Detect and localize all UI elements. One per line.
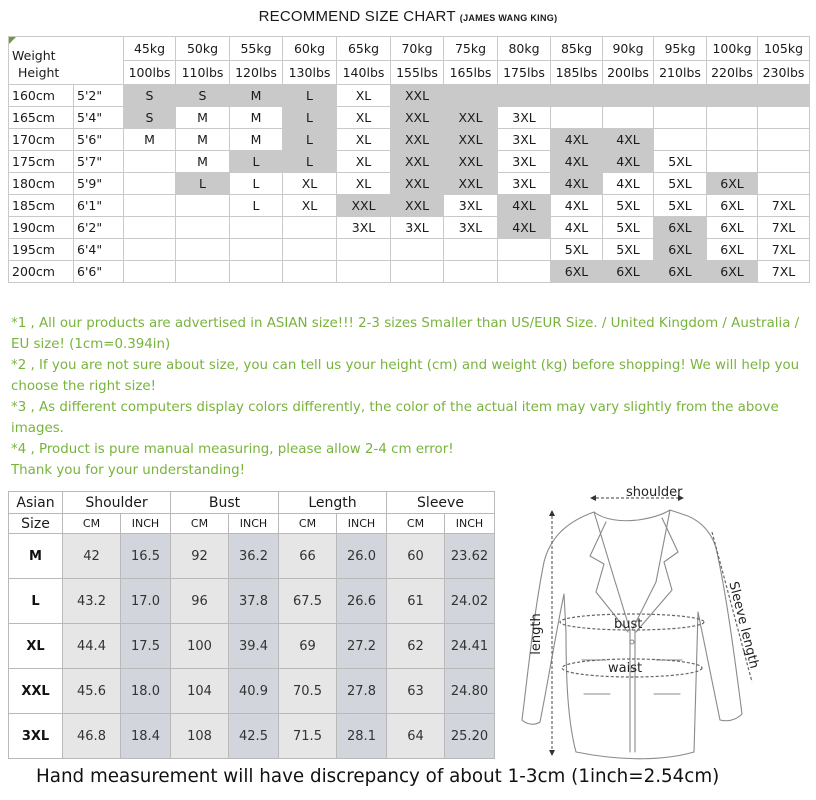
size-chart-row xyxy=(9,261,810,283)
size-cell xyxy=(124,239,176,261)
size-chart-table xyxy=(8,36,810,283)
size-cell: 6XL xyxy=(654,217,707,239)
measurement-row xyxy=(9,534,495,579)
measurement-value: 39.4 xyxy=(229,624,279,669)
height-ft: 6'2" xyxy=(74,217,124,239)
weight-kg-header: 60kg xyxy=(283,37,337,61)
measurement-value: 18.4 xyxy=(121,714,171,759)
measurement-value: 16.5 xyxy=(121,534,171,579)
measurement-row xyxy=(9,669,495,714)
weight-kg-header: 80kg xyxy=(498,37,551,61)
size-cell xyxy=(551,107,603,129)
size-cell: XL xyxy=(337,151,391,173)
weight-kg-header: 95kg xyxy=(654,37,707,61)
size-cell xyxy=(551,85,603,107)
size-cell: 6XL xyxy=(707,239,758,261)
size-cell: XL xyxy=(283,173,337,195)
size-cell: 7XL xyxy=(758,261,810,283)
size-cell xyxy=(124,151,176,173)
height-cm: 190cm xyxy=(9,217,74,239)
chart-title xyxy=(0,8,816,25)
weight-axis-label: Weight xyxy=(12,48,56,63)
size-cell: M xyxy=(230,129,283,151)
measurement-value: 28.1 xyxy=(337,714,387,759)
size-cell: 7XL xyxy=(758,217,810,239)
asian-size: XL xyxy=(9,624,63,669)
bust-label: bust xyxy=(614,617,643,632)
size-cell xyxy=(654,107,707,129)
size-cell xyxy=(603,85,654,107)
measurement-value: 27.2 xyxy=(337,624,387,669)
size-cell: 5XL xyxy=(603,239,654,261)
height-ft: 5'2" xyxy=(74,85,124,107)
weight-lbs-header: 100lbs xyxy=(124,61,176,85)
unit-header: CM xyxy=(279,514,337,534)
size-cell: S xyxy=(176,85,230,107)
asian-size: L xyxy=(9,579,63,624)
size-cell xyxy=(758,107,810,129)
height-ft: 5'7" xyxy=(74,151,124,173)
measurement-row xyxy=(9,624,495,669)
sleeve-header: Sleeve xyxy=(387,492,495,514)
measurement-value: 92 xyxy=(171,534,229,579)
measurement-table xyxy=(8,491,495,759)
length-header: Length xyxy=(279,492,387,514)
size-cell: XXL xyxy=(391,151,444,173)
size-cell: 3XL xyxy=(498,173,551,195)
size-cell: M xyxy=(176,107,230,129)
unit-header: INCH xyxy=(121,514,171,534)
size-cell: XL xyxy=(337,129,391,151)
size-cell: 7XL xyxy=(758,195,810,217)
weight-kg-header: 55kg xyxy=(230,37,283,61)
size-cell: 4XL xyxy=(551,195,603,217)
size-cell: 6XL xyxy=(654,261,707,283)
bust-header: Bust xyxy=(171,492,279,514)
measurement-value: 69 xyxy=(279,624,337,669)
size-cell: 4XL xyxy=(551,151,603,173)
size-cell: S xyxy=(124,85,176,107)
asian-size-header-top: Asian xyxy=(9,492,63,514)
size-cell: M xyxy=(176,129,230,151)
height-ft: 6'6" xyxy=(74,261,124,283)
weight-kg-header: 100kg xyxy=(707,37,758,61)
size-cell: XL xyxy=(283,195,337,217)
asian-size: M xyxy=(9,534,63,579)
size-cell: XXL xyxy=(391,129,444,151)
size-cell: XL xyxy=(337,85,391,107)
note-2: *2 , If you are not sure about size, you can tell us your height (cm) and weight (kg) before shopping! We will help you choose the right size! xyxy=(11,358,800,394)
jacket-diagram xyxy=(506,482,768,764)
size-cell xyxy=(444,85,498,107)
asian-size: 3XL xyxy=(9,714,63,759)
waist-label: waist xyxy=(608,661,643,676)
weight-lbs-header: 130lbs xyxy=(283,61,337,85)
brand-name: (JAMES WANG KING) xyxy=(459,13,558,23)
unit-header: INCH xyxy=(445,514,495,534)
size-cell: 4XL xyxy=(498,195,551,217)
measurement-value: 70.5 xyxy=(279,669,337,714)
size-cell: M xyxy=(230,85,283,107)
height-cm: 160cm xyxy=(9,85,74,107)
size-cell xyxy=(391,261,444,283)
size-cell: 6XL xyxy=(707,261,758,283)
asian-size: XXL xyxy=(9,669,63,714)
size-cell: 5XL xyxy=(654,195,707,217)
size-cell: 4XL xyxy=(551,217,603,239)
size-cell: L xyxy=(283,107,337,129)
size-cell xyxy=(758,151,810,173)
measurement-value: 42.5 xyxy=(229,714,279,759)
size-cell: XXL xyxy=(444,151,498,173)
size-cell xyxy=(283,217,337,239)
size-cell xyxy=(230,261,283,283)
measurement-value: 100 xyxy=(171,624,229,669)
asian-size-header-bottom: Size xyxy=(9,514,63,534)
weight-lbs-header: 230lbs xyxy=(758,61,810,85)
measurement-value: 27.8 xyxy=(337,669,387,714)
measurement-value: 45.6 xyxy=(63,669,121,714)
weight-height-corner xyxy=(9,37,124,85)
size-cell xyxy=(124,217,176,239)
size-cell xyxy=(230,239,283,261)
size-cell xyxy=(124,173,176,195)
size-cell: 5XL xyxy=(654,173,707,195)
size-chart-row xyxy=(9,151,810,173)
unit-header: CM xyxy=(387,514,445,534)
size-cell: 3XL xyxy=(391,217,444,239)
weight-lbs-header: 140lbs xyxy=(337,61,391,85)
unit-header: CM xyxy=(63,514,121,534)
size-cell: XXL xyxy=(444,173,498,195)
size-cell xyxy=(176,261,230,283)
size-cell: L xyxy=(230,173,283,195)
weight-kg-header: 65kg xyxy=(337,37,391,61)
size-cell xyxy=(707,151,758,173)
size-cell: 6XL xyxy=(551,261,603,283)
size-cell: L xyxy=(230,151,283,173)
size-cell xyxy=(498,85,551,107)
size-cell: 6XL xyxy=(654,239,707,261)
weight-kg-header: 75kg xyxy=(444,37,498,61)
size-cell: 5XL xyxy=(654,151,707,173)
shoulder-header: Shoulder xyxy=(63,492,171,514)
height-cm: 165cm xyxy=(9,107,74,129)
measurement-value: 64 xyxy=(387,714,445,759)
size-cell: 5XL xyxy=(551,239,603,261)
size-cell: 3XL xyxy=(337,217,391,239)
size-cell: S xyxy=(124,107,176,129)
footer-note: Hand measurement will have discrepancy of about 1-3cm (1inch=2.54cm) xyxy=(36,766,720,787)
measurement-value: 24.02 xyxy=(445,579,495,624)
measurement-value: 40.9 xyxy=(229,669,279,714)
chart-title-text: RECOMMEND SIZE CHART xyxy=(258,8,456,25)
weight-lbs-header: 165lbs xyxy=(444,61,498,85)
weight-kg-header: 70kg xyxy=(391,37,444,61)
height-cm: 200cm xyxy=(9,261,74,283)
size-cell: 4XL xyxy=(551,129,603,151)
measurement-value: 17.0 xyxy=(121,579,171,624)
size-cell: 3XL xyxy=(498,151,551,173)
size-cell xyxy=(444,239,498,261)
weight-kg-header: 90kg xyxy=(603,37,654,61)
measurement-value: 60 xyxy=(387,534,445,579)
note-3: *3 , As different computers display colors differently, the color of the actual item may vary slightly from the above images. xyxy=(11,400,779,436)
size-cell xyxy=(176,195,230,217)
size-cell xyxy=(283,239,337,261)
size-cell: L xyxy=(283,85,337,107)
size-cell xyxy=(337,261,391,283)
size-cell xyxy=(758,85,810,107)
size-cell xyxy=(707,85,758,107)
size-cell: L xyxy=(283,151,337,173)
weight-kg-header: 85kg xyxy=(551,37,603,61)
size-cell: L xyxy=(230,195,283,217)
size-chart-row xyxy=(9,239,810,261)
size-cell: 3XL xyxy=(444,217,498,239)
size-cell xyxy=(707,107,758,129)
measurement-value: 61 xyxy=(387,579,445,624)
note-4: *4 , Product is pure manual measuring, please allow 2-4 cm error! xyxy=(11,442,454,457)
measurement-row xyxy=(9,714,495,759)
sleeve-length-label: Sleeve length xyxy=(725,580,762,671)
size-cell: XXL xyxy=(391,173,444,195)
weight-kg-header: 105kg xyxy=(758,37,810,61)
size-cell xyxy=(758,173,810,195)
measurement-value: 44.4 xyxy=(63,624,121,669)
size-cell xyxy=(176,239,230,261)
size-cell xyxy=(176,217,230,239)
length-label: length xyxy=(529,613,544,655)
size-cell xyxy=(230,217,283,239)
measurement-value: 63 xyxy=(387,669,445,714)
height-cm: 170cm xyxy=(9,129,74,151)
measurement-value: 25.20 xyxy=(445,714,495,759)
height-ft: 6'1" xyxy=(74,195,124,217)
weight-lbs-header: 175lbs xyxy=(498,61,551,85)
size-cell xyxy=(498,261,551,283)
size-cell: XL xyxy=(337,173,391,195)
measurement-value: 26.6 xyxy=(337,579,387,624)
size-cell: M xyxy=(124,129,176,151)
measurement-row xyxy=(9,579,495,624)
weight-kg-header: 50kg xyxy=(176,37,230,61)
height-ft: 5'9" xyxy=(74,173,124,195)
size-cell xyxy=(124,195,176,217)
measurement-value: 43.2 xyxy=(63,579,121,624)
measurement-value: 108 xyxy=(171,714,229,759)
weight-lbs-header: 210lbs xyxy=(654,61,707,85)
size-cell: 4XL xyxy=(603,173,654,195)
size-cell xyxy=(337,239,391,261)
size-cell: 3XL xyxy=(498,129,551,151)
notes-section xyxy=(11,313,811,481)
size-cell xyxy=(498,239,551,261)
size-chart-row xyxy=(9,217,810,239)
size-cell: 3XL xyxy=(498,107,551,129)
size-chart-row xyxy=(9,107,810,129)
measurement-value: 23.62 xyxy=(445,534,495,579)
size-cell: L xyxy=(176,173,230,195)
height-ft: 5'4" xyxy=(74,107,124,129)
size-cell xyxy=(654,129,707,151)
size-cell: M xyxy=(176,151,230,173)
weight-lbs-header: 220lbs xyxy=(707,61,758,85)
measurement-value: 24.80 xyxy=(445,669,495,714)
note-thanks: Thank you for your understanding! xyxy=(11,463,245,478)
height-cm: 195cm xyxy=(9,239,74,261)
note-1: *1 , All our products are advertised in ASIAN size!!! 2-3 sizes Smaller than US/EUR Size. / United Kingdom / Australia / EU size! (1cm=0.394in) xyxy=(11,316,800,352)
size-cell xyxy=(124,261,176,283)
size-cell: 6XL xyxy=(707,217,758,239)
weight-lbs-header: 200lbs xyxy=(603,61,654,85)
size-cell: 6XL xyxy=(603,261,654,283)
size-cell xyxy=(603,107,654,129)
weight-lbs-header: 110lbs xyxy=(176,61,230,85)
size-chart-row xyxy=(9,173,810,195)
height-cm: 180cm xyxy=(9,173,74,195)
measurement-value: 24.41 xyxy=(445,624,495,669)
measurement-value: 18.0 xyxy=(121,669,171,714)
measurement-value: 62 xyxy=(387,624,445,669)
size-cell: XXL xyxy=(391,85,444,107)
measurement-value: 46.8 xyxy=(63,714,121,759)
height-ft: 6'4" xyxy=(74,239,124,261)
measurement-value: 67.5 xyxy=(279,579,337,624)
height-cm: 185cm xyxy=(9,195,74,217)
measurement-value: 17.5 xyxy=(121,624,171,669)
measurement-value: 26.0 xyxy=(337,534,387,579)
size-cell: XL xyxy=(337,107,391,129)
unit-header: INCH xyxy=(229,514,279,534)
unit-header: INCH xyxy=(337,514,387,534)
shoulder-label: shoulder xyxy=(626,485,683,500)
size-cell: 5XL xyxy=(603,217,654,239)
size-cell: 4XL xyxy=(498,217,551,239)
size-cell: M xyxy=(230,107,283,129)
size-chart-row xyxy=(9,129,810,151)
measurement-value: 37.8 xyxy=(229,579,279,624)
weight-kg-header: 45kg xyxy=(124,37,176,61)
weight-lbs-header: 120lbs xyxy=(230,61,283,85)
measurement-value: 42 xyxy=(63,534,121,579)
size-cell: 4XL xyxy=(603,129,654,151)
size-cell: XXL xyxy=(391,195,444,217)
size-cell: XXL xyxy=(337,195,391,217)
size-cell: 6XL xyxy=(707,195,758,217)
size-cell: 7XL xyxy=(758,239,810,261)
measurement-value: 104 xyxy=(171,669,229,714)
size-cell xyxy=(391,239,444,261)
unit-header: CM xyxy=(171,514,229,534)
size-cell: 5XL xyxy=(603,195,654,217)
size-cell xyxy=(444,261,498,283)
size-cell xyxy=(758,129,810,151)
size-cell: XXL xyxy=(444,129,498,151)
size-cell xyxy=(707,129,758,151)
size-cell: 6XL xyxy=(707,173,758,195)
weight-lbs-header: 185lbs xyxy=(551,61,603,85)
size-chart-row xyxy=(9,85,810,107)
height-ft: 5'6" xyxy=(74,129,124,151)
measurement-value: 96 xyxy=(171,579,229,624)
height-axis-label: Height xyxy=(18,65,60,80)
size-chart-row xyxy=(9,195,810,217)
height-cm: 175cm xyxy=(9,151,74,173)
size-cell: L xyxy=(283,129,337,151)
size-cell xyxy=(283,261,337,283)
size-cell: XXL xyxy=(391,107,444,129)
measurement-value: 36.2 xyxy=(229,534,279,579)
size-cell: XXL xyxy=(444,107,498,129)
size-cell: 4XL xyxy=(603,151,654,173)
measurement-value: 66 xyxy=(279,534,337,579)
weight-lbs-header: 155lbs xyxy=(391,61,444,85)
size-cell xyxy=(654,85,707,107)
size-cell: 4XL xyxy=(551,173,603,195)
measurement-value: 71.5 xyxy=(279,714,337,759)
size-cell: 3XL xyxy=(444,195,498,217)
